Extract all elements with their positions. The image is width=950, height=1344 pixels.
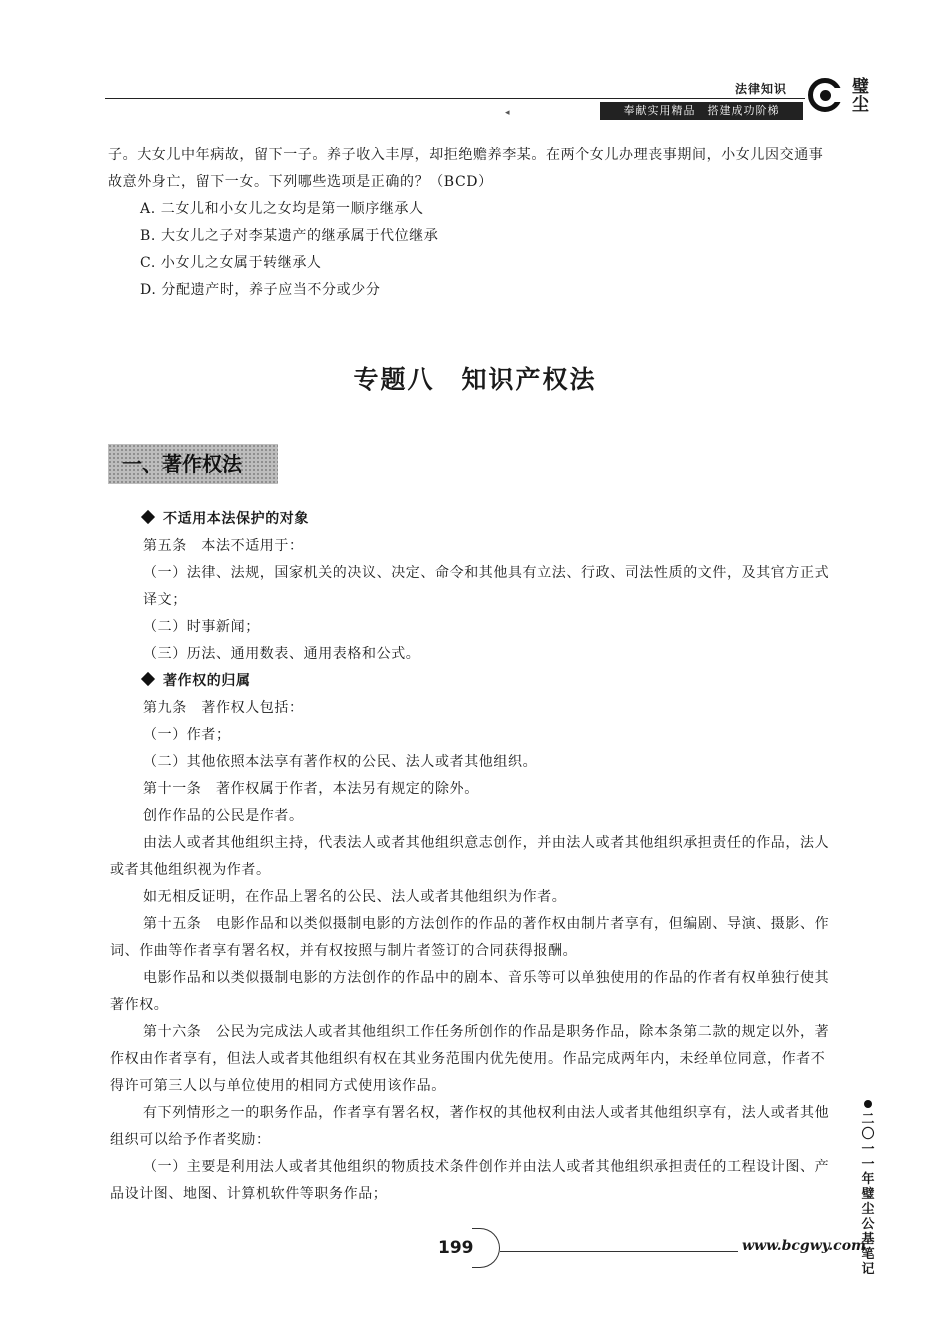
diamond-bullet-icon	[141, 510, 155, 524]
paragraph: 第十六条 公民为完成法人或者其他组织工作任务所创作的作品是职务作品，除本条第二款的规定以外，著作权由作者享有，但法人或者其他组织有权在其业务范围内优先使用。作品完成两年内，未经单位同意，作者不得许可第三人以与单位使用的相同方式使用该作品。	[110, 1024, 830, 1094]
section-heading: 一、著作权法	[108, 444, 278, 484]
page-number: 199	[438, 1238, 474, 1258]
paragraph: 创作作品的公民是作者。	[143, 808, 304, 824]
header-banner: 奉献实用精品 搭建成功阶梯	[600, 102, 803, 120]
paragraph: （一）主要是利用法人或者其他组织的物质技术条件创作并由法人或者其他组织承担责任的工程设计图、产品设计图、地图、计算机软件等职务作品；	[110, 1159, 830, 1202]
footer-url: www.bcgwy.com	[742, 1238, 866, 1254]
option-c: C. 小女儿之女属于转继承人	[140, 255, 322, 271]
diamond-bullet-icon	[141, 672, 155, 686]
footer-rule	[500, 1251, 738, 1252]
paragraph: （一）作者；	[143, 727, 231, 743]
side-vertical-text: 二〇一一年璧尘公基笔记	[861, 1112, 875, 1277]
option-a: A. 二女儿和小女儿之女均是第一顺序继承人	[140, 201, 424, 217]
paragraph: 第九条 著作权人包括：	[143, 700, 304, 716]
paragraph: （三）历法、通用数表、通用表格和公式。	[143, 646, 421, 662]
paragraph: 第五条 本法不适用于：	[143, 538, 304, 554]
header-mark: ◂	[505, 108, 510, 118]
header-rule	[105, 98, 805, 99]
paragraph: 第十一条 著作权属于作者，本法另有规定的除外。	[143, 781, 479, 797]
bullet-heading	[110, 506, 835, 533]
paragraph: （一）法律、法规，国家机关的决议、决定、命令和其他具有立法、行政、司法性质的文件，及其官方正式译文；	[143, 565, 830, 608]
header-section-title: 法律知识	[735, 82, 788, 96]
bullet-heading-label: 著作权的归属	[163, 673, 251, 689]
bullet-heading	[110, 668, 835, 695]
paragraph: 第十五条 电影作品和以类似摄制电影的方法创作的作品的著作权由制片者享有，但编剧、导演、摄影、作词、作曲等作者享有署名权，并有权按照与制片者签订的合同获得报酬。	[110, 916, 830, 959]
paragraph: （二）其他依照本法享有著作权的公民、法人或者其他组织。	[143, 754, 538, 770]
side-dot-icon	[864, 1100, 872, 1108]
logo-text: 璧尘	[852, 77, 869, 115]
paragraph: 如无相反证明，在作品上署名的公民、法人或者其他组织为作者。	[143, 889, 567, 905]
body-content	[110, 506, 835, 1208]
paragraph: （二）时事新闻；	[143, 619, 260, 635]
logo-gap	[834, 88, 844, 102]
paragraph: 电影作品和以类似摄制电影的方法创作的作品中的剧本、音乐等可以单独使用的作品的作者有权单独行使其著作权。	[110, 970, 830, 1013]
chapter-title: 专题八 知识产权法	[353, 365, 597, 394]
footer-curve	[472, 1228, 500, 1268]
option-b: B. 大女儿之子对李某遗产的继承属于代位继承	[140, 228, 439, 244]
question-text: 子。大女儿中年病故，留下一子。养子收入丰厚，却拒绝赡养李某。在两个女儿办理丧事期间，小女儿因交通事故意外身亡，留下一女。下列哪些选项是正确的？（BCD）	[108, 147, 824, 190]
logo-dot-icon	[820, 90, 831, 101]
paragraph: 有下列情形之一的职务作品，作者享有署名权，著作权的其他权利由法人或者其他组织享有，法人或者其他组织可以给予作者奖励：	[110, 1105, 830, 1148]
option-d: D. 分配遗产时，养子应当不分或少分	[140, 282, 381, 298]
paragraph: 由法人或者其他组织主持，代表法人或者其他组织意志创作，并由法人或者其他组织承担责任的作品，法人或者其他组织视为作者。	[110, 835, 830, 878]
bullet-heading-label: 不适用本法保护的对象	[163, 511, 309, 527]
